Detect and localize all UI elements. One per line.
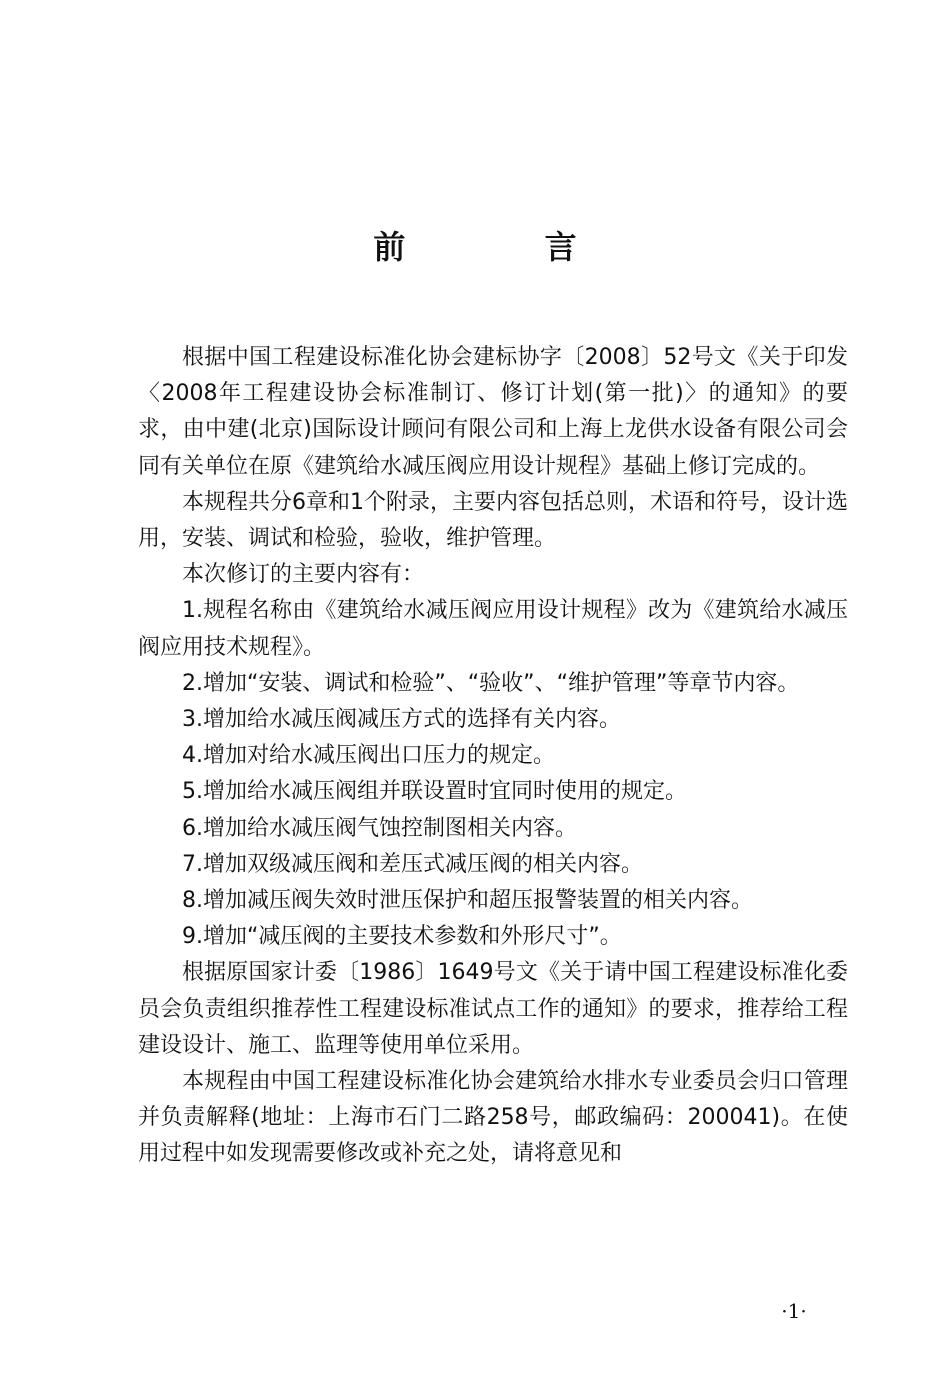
list-item: 4.增加对给水减压阀出口压力的规定。 <box>182 743 555 769</box>
paragraph: 本规程共分6章和1个附录，主要内容包括总则，术语和符号，设计选用，安装、调试和检验，验收，维护管理。 <box>138 489 848 552</box>
page-title: 前 言 <box>373 228 641 266</box>
list-item: 9.增加“减压阀的主要技术参数和外形尺寸”。 <box>182 924 622 950</box>
list-item: 6.增加给水减压阀气蚀控制图相关内容。 <box>182 815 577 841</box>
page-number: ·1· <box>781 1299 807 1323</box>
paragraph: 根据原国家计委〔1986〕1649号文《关于请中国工程建设标准化委员会负责组织推荐性工程建设标准试点工作的通知》的要求，推荐给工程建设设计、施工、监理等使用单位采用。 <box>138 960 848 1058</box>
list-item: 5.增加给水减压阀组并联设置时宜同时使用的规定。 <box>182 779 687 805</box>
list-item: 2.增加“安装、调试和检验”、“验收”、“维护管理”等章节内容。 <box>182 670 800 696</box>
list-item: 3.增加给水减压阀减压方式的选择有关内容。 <box>182 707 621 733</box>
paragraph: 本次修订的主要内容有： <box>182 562 425 588</box>
list-item: 7.增加双级减压阀和差压式减压阀的相关内容。 <box>182 851 643 877</box>
body-text <box>138 340 848 1173</box>
list-item: 1.规程名称由《建筑给水减压阀应用设计规程》改为《建筑给水减压阀应用技术规程》。 <box>138 598 848 660</box>
paragraph: 根据中国工程建设标准化协会建标协字〔2008〕52号文《关于印发〈2008年工程建设协会标准制订、修订计划(第一批)〉的通知》的要求，由中建(北京)国际设计顾问有限公司和上海上龙供水设备有限公司会同有关单位在原《建筑给水减压阀应用设计规程》基础上修订完成的。 <box>138 345 848 479</box>
list-item: 8.增加减压阀失效时泄压保护和超压报警装置的相关内容。 <box>182 888 753 914</box>
paragraph: 本规程由中国工程建设标准化协会建筑给水排水专业委员会归口管理并负责解释(地址：上海市石门二路258号，邮政编码：200041)。在使用过程中如发现需要修改或补充之处，请将意见和 <box>138 1069 848 1167</box>
